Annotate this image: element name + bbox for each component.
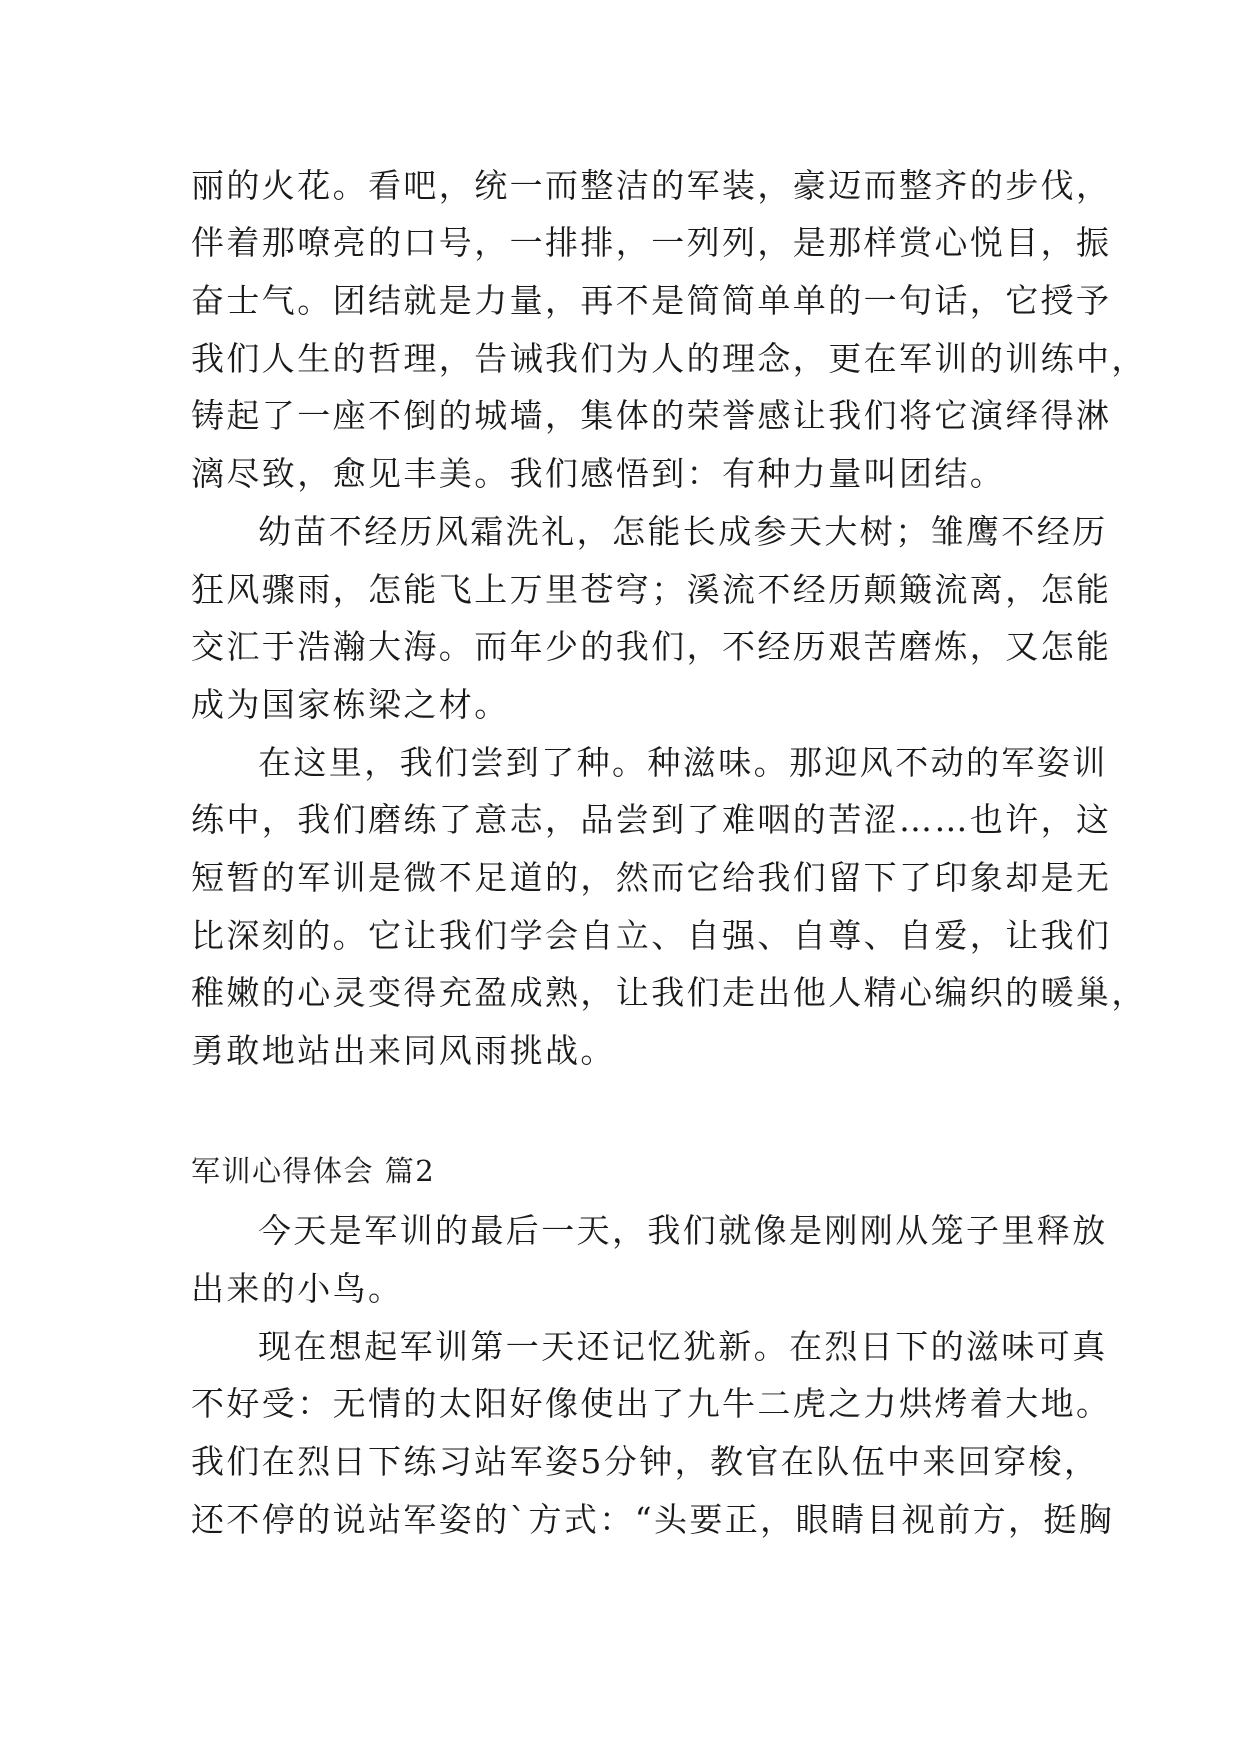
- paragraph-3-line-6: 勇敢地站出来同风雨挑战。: [191, 1031, 616, 1070]
- paragraph-5-line-4: 还不停的说站军姿的`方式：“头要正，眼睛目视前方，挺胸: [191, 1500, 1115, 1539]
- paragraph-1-line-1: 丽的火花。看吧，统一而整洁的军装，豪迈而整齐的步伐，: [191, 166, 1112, 205]
- paragraph-2-line-1: 幼苗不经历风霜洗礼，怎能长成参天大树；雏鹰不经历: [258, 512, 1108, 551]
- section-heading: 军训心得体会 篇2: [191, 1154, 436, 1188]
- paragraph-2-line-2: 狂风骤雨，怎能飞上万里苍穹；溪流不经历颠簸流离，怎能: [191, 570, 1112, 609]
- paragraph-3-line-3: 短暂的军训是微不足道的，然而它给我们留下了印象却是无: [191, 858, 1112, 897]
- paragraph-1-line-3: 奋士气。团结就是力量，再不是简简单单的一句话，它授予: [191, 281, 1112, 320]
- paragraph-3-line-5: 稚嫩的心灵变得充盈成熟，让我们走出他人精心编织的暖巢，: [191, 973, 1147, 1012]
- paragraph-5-line-3: 我们在烈日下练习站军姿5分钟，教官在队伍中来回穿梭，: [191, 1442, 1100, 1481]
- paragraph-1-line-4: 我们人生的哲理，告诫我们为人的理念，更在军训的训练中，: [191, 339, 1147, 378]
- paragraph-4-line-1: 今天是军训的最后一天，我们就像是刚刚从笼子里释放: [258, 1211, 1108, 1250]
- paragraph-2-line-4: 成为国家栋梁之材。: [191, 685, 510, 724]
- paragraph-2-line-3: 交汇于浩瀚大海。而年少的我们，不经历艰苦磨炼，又怎能: [191, 627, 1112, 666]
- paragraph-3-line-4: 比深刻的。它让我们学会自立、自强、自尊、自爱，让我们: [191, 916, 1112, 955]
- paragraph-5-line-1: 现在想起军训第一天还记忆犹新。在烈日下的滋味可真: [258, 1327, 1108, 1366]
- paragraph-1-line-2: 伴着那嘹亮的口号，一排排，一列列，是那样赏心悦目，振: [191, 223, 1112, 262]
- paragraph-1-line-5: 铸起了一座不倒的城墙，集体的荣誉感让我们将它演绎得淋: [191, 396, 1112, 435]
- paragraph-3-line-2: 练中，我们磨练了意志，品尝到了难咽的苦涩……也许，这: [191, 800, 1112, 839]
- paragraph-1-line-6: 漓尽致，愈见丰美。我们感悟到：有种力量叫团结。: [191, 454, 1006, 493]
- paragraph-5-line-2: 不好受：无情的太阳好像使出了九牛二虎之力烘烤着大地。: [191, 1384, 1112, 1423]
- paragraph-4-line-2: 出来的小鸟。: [191, 1269, 404, 1308]
- paragraph-3-line-1: 在这里，我们尝到了种。种滋味。那迎风不动的军姿训: [258, 743, 1108, 782]
